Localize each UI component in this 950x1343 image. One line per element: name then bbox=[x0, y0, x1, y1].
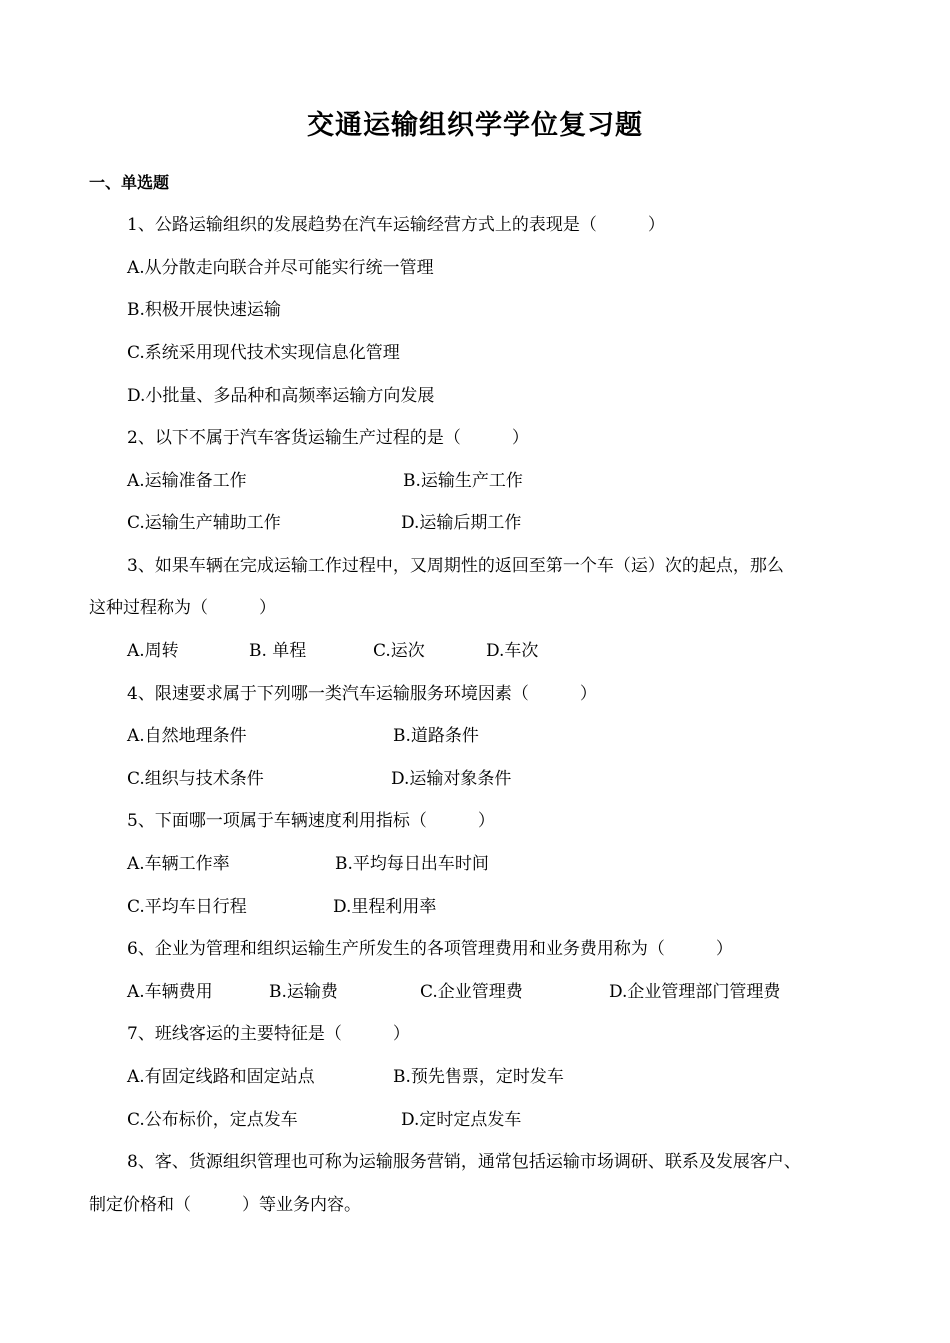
question-option: D.里程利用率 bbox=[333, 897, 437, 917]
question-option: C.组织与技术条件 bbox=[127, 769, 264, 789]
question-option: C.企业管理费 bbox=[420, 982, 523, 1002]
question-stem: 2、以下不属于汽车客货运输生产过程的是（ ） bbox=[127, 428, 529, 448]
question-option: B.运输生产工作 bbox=[403, 471, 523, 491]
question-option: A.车辆工作率 bbox=[127, 854, 230, 874]
question-stem: 8、客、货源组织管理也可称为运输服务营销，通常包括运输市场调研、联系及发展客户、 bbox=[127, 1152, 801, 1172]
question-option: C.运输生产辅助工作 bbox=[127, 513, 281, 533]
question-stem-continued: 这种过程称为（ ） bbox=[89, 598, 276, 618]
question-option: D.定时定点发车 bbox=[401, 1110, 522, 1130]
question-stem: 4、限速要求属于下列哪一类汽车运输服务环境因素（ ） bbox=[127, 684, 597, 704]
question-option: A.车辆费用 bbox=[127, 982, 213, 1002]
question-option: B.运输费 bbox=[269, 982, 338, 1002]
question-stem: 6、企业为管理和组织运输生产所发生的各项管理费用和业务费用称为（ ） bbox=[127, 939, 733, 959]
page-title: 交通运输组织学学位复习题 bbox=[307, 110, 643, 141]
question-option: A.自然地理条件 bbox=[127, 726, 247, 746]
question-option: D.运输对象条件 bbox=[391, 769, 512, 789]
question-option: A.周转 bbox=[127, 641, 179, 661]
question-option: B.预先售票，定时发车 bbox=[393, 1067, 564, 1087]
question-option: A.从分散走向联合并尽可能实行统一管理 bbox=[127, 258, 434, 278]
question-option: B. 单程 bbox=[249, 641, 307, 661]
question-option: D.运输后期工作 bbox=[401, 513, 522, 533]
question-stem-continued: 制定价格和（ ）等业务内容。 bbox=[89, 1195, 361, 1215]
question-option: C.系统采用现代技术实现信息化管理 bbox=[127, 343, 400, 363]
question-stem: 1、公路运输组织的发展趋势在汽车运输经营方式上的表现是（ ） bbox=[127, 215, 665, 235]
question-option: A.有固定线路和固定站点 bbox=[127, 1067, 315, 1087]
question-option: A.运输准备工作 bbox=[127, 471, 247, 491]
question-option: C.平均车日行程 bbox=[127, 897, 247, 917]
question-option: D.车次 bbox=[486, 641, 539, 661]
question-stem: 3、如果车辆在完成运输工作过程中，又周期性的返回至第一个车（运）次的起点，那么 bbox=[127, 556, 784, 576]
question-option: C.公布标价，定点发车 bbox=[127, 1110, 298, 1130]
question-option: D.小批量、多品种和高频率运输方向发展 bbox=[127, 386, 435, 406]
question-stem: 7、班线客运的主要特征是（ ） bbox=[127, 1024, 410, 1044]
question-option: C.运次 bbox=[373, 641, 425, 661]
question-option: D.企业管理部门管理费 bbox=[609, 982, 781, 1002]
question-stem: 5、下面哪一项属于车辆速度利用指标（ ） bbox=[127, 811, 495, 831]
question-option: B.积极开展快速运输 bbox=[127, 300, 281, 320]
question-option: B.平均每日出车时间 bbox=[335, 854, 489, 874]
section-heading: 一、单选题 bbox=[89, 173, 170, 192]
question-option: B.道路条件 bbox=[393, 726, 479, 746]
